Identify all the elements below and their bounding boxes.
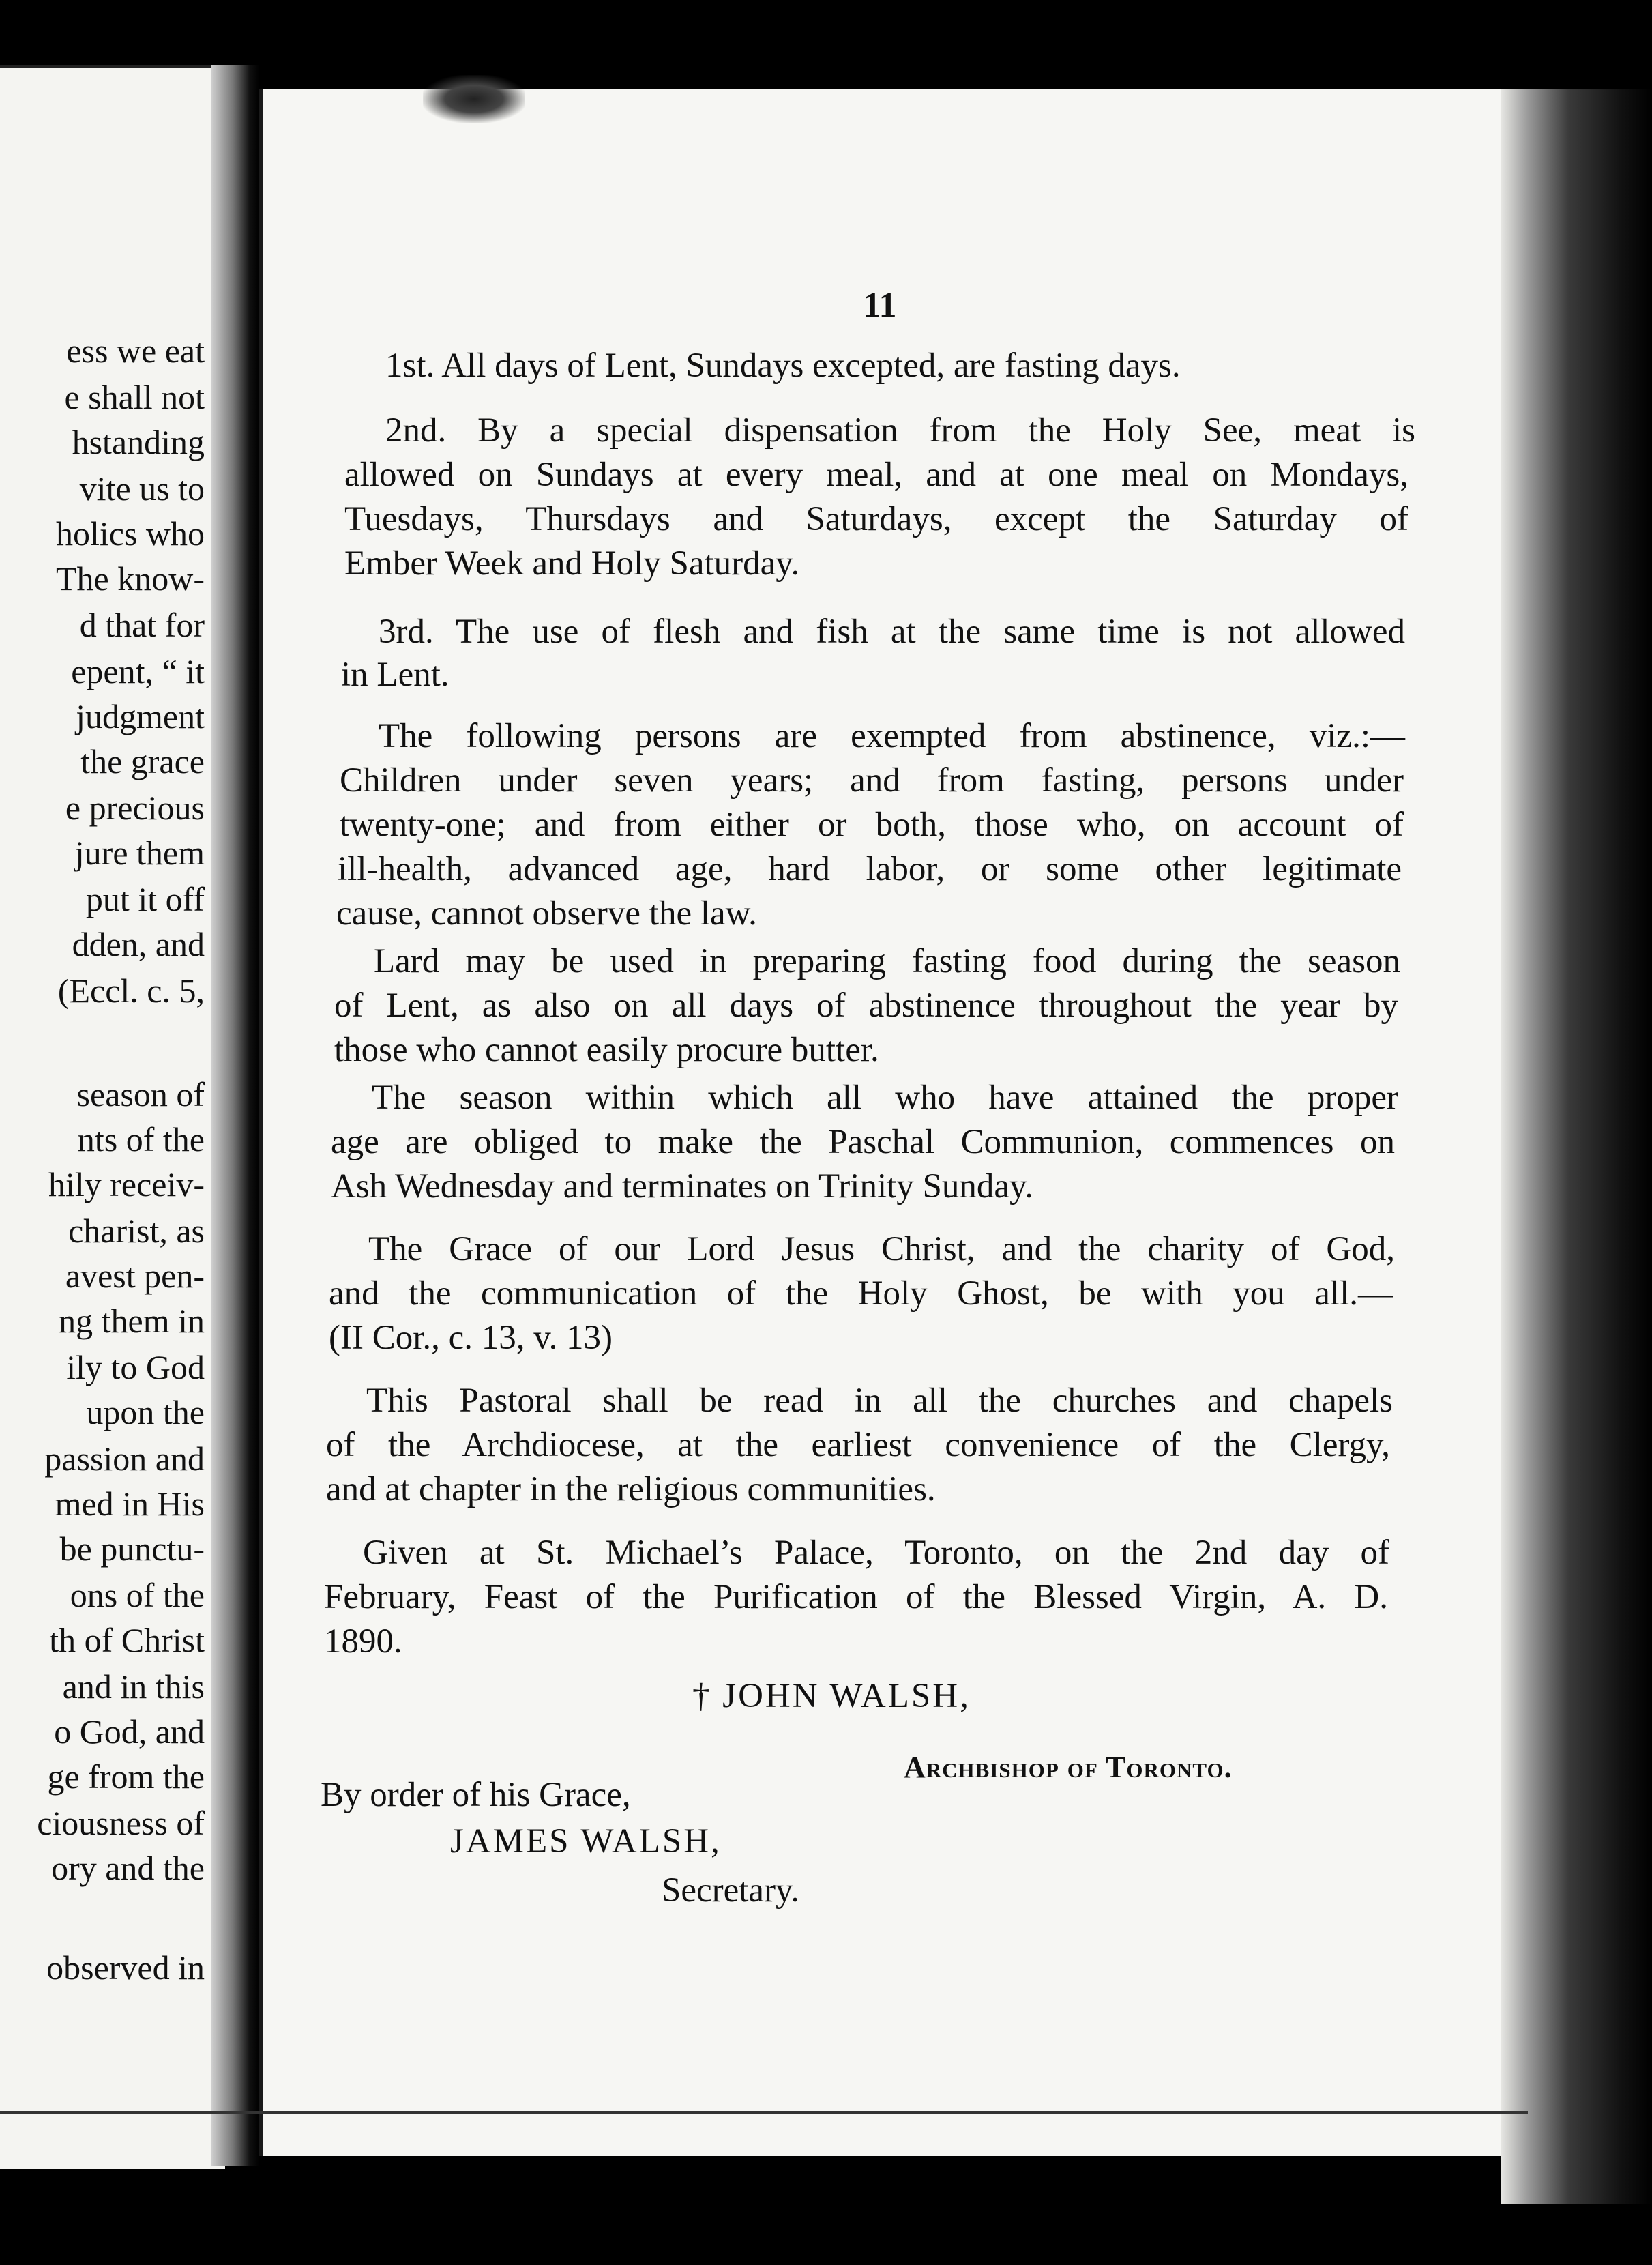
- paragraph-1-line: 1st. All days of Lent, Sundays excepted, are fasting days.: [385, 347, 1181, 385]
- left-page-line: epent, “ it: [71, 652, 205, 690]
- paragraph-9-line: February, Feast of the Purification of the Blessed Virgin, A. D.: [324, 1578, 1388, 1616]
- paragraph-5-line: Lard may be used in preparing fasting food during the season: [374, 942, 1400, 980]
- paragraph-7-line: (II Cor., c. 13, v. 13): [329, 1319, 613, 1357]
- left-page-line: observed in: [46, 1948, 205, 1987]
- paragraph-8-line: This Pastoral shall be read in all the churches and chapels: [366, 1382, 1393, 1420]
- secretary-role: Secretary.: [662, 1871, 799, 1910]
- left-page-line: put it off: [85, 880, 205, 918]
- left-page-line: judgment: [76, 697, 205, 735]
- left-page-line: ng them in: [59, 1302, 205, 1340]
- signatory-name: † JOHN WALSH,: [692, 1677, 971, 1715]
- left-page-line: be punctu-: [59, 1530, 205, 1568]
- book-gutter: [211, 65, 259, 2166]
- paragraph-8-line: and at chapter in the religious communities.: [326, 1470, 936, 1508]
- paragraph-3-line: 3rd. The use of flesh and fish at the same time is not allowed: [379, 613, 1405, 651]
- left-page-line: ons of the: [70, 1576, 205, 1614]
- left-page-line: th of Christ: [49, 1621, 205, 1659]
- paragraph-7-line: and the communication of the Holy Ghost, be with you all.—: [329, 1274, 1393, 1313]
- paragraph-3-line: in Lent.: [341, 656, 449, 694]
- paragraph-4-line: twenty-one; and from either or both, those who, on account of: [340, 806, 1404, 844]
- left-page-line: The know-: [56, 559, 205, 598]
- left-page-line: o God, and: [54, 1712, 205, 1751]
- left-page-line: charist, as: [68, 1212, 205, 1250]
- left-page-line: med in His: [55, 1485, 205, 1523]
- paragraph-5-line: those who cannot easily procure butter.: [334, 1031, 879, 1069]
- paragraph-4-line: Children under seven years; and from fasting, persons under: [340, 761, 1404, 800]
- left-page-line: nts of the: [77, 1120, 205, 1158]
- left-page-line: ge from the: [47, 1757, 205, 1796]
- paragraph-8-line: of the Archdiocese, at the earliest convenience of the Clergy,: [326, 1426, 1390, 1464]
- left-page-line: holics who: [55, 514, 205, 553]
- left-page-line: the grace: [80, 742, 205, 780]
- left-page-line: season of: [76, 1075, 205, 1113]
- left-page-line: dden, and: [72, 925, 205, 963]
- page-bottom-edge: [0, 2111, 1528, 2114]
- left-page-line: e precious: [65, 789, 205, 827]
- left-page-line: d that for: [79, 606, 205, 644]
- paragraph-9-line: 1890.: [324, 1622, 402, 1661]
- left-page-line: ess we eat: [66, 332, 205, 370]
- page-edge-shadow: [1501, 89, 1652, 2204]
- paragraph-4-line: The following persons are exempted from abstinence, viz.:—: [379, 717, 1405, 755]
- left-page-line: upon the: [86, 1393, 205, 1431]
- left-page-line: ory and the: [51, 1849, 205, 1887]
- paragraph-5-line: of Lent, as also on all days of abstinence throughout the year by: [334, 987, 1398, 1025]
- paragraph-2-line: Ember Week and Holy Saturday.: [344, 544, 800, 583]
- left-page-line: ily to God: [66, 1348, 205, 1386]
- left-page-line: ciousness of: [37, 1804, 205, 1842]
- paragraph-2-line: allowed on Sundays at every meal, and at one meal on Mondays,: [344, 456, 1408, 494]
- ink-blot: [423, 75, 525, 123]
- left-page-line: jure them: [74, 834, 205, 872]
- paragraph-6-line: age are obliged to make the Paschal Communion, commences on: [331, 1123, 1395, 1161]
- paragraph-2-line: Tuesdays, Thursdays and Saturdays, except the Saturday of: [344, 500, 1408, 538]
- left-page-line: and in this: [62, 1667, 205, 1706]
- left-page-line: passion and: [44, 1440, 205, 1478]
- order-line: By order of his Grace,: [321, 1776, 631, 1814]
- previous-page-fragment: [0, 65, 225, 2169]
- paragraph-9-line: Given at St. Michael’s Palace, Toronto, on the 2nd day of: [363, 1534, 1389, 1572]
- left-page-line: hily receiv-: [48, 1165, 205, 1203]
- left-page-line: hstanding: [72, 423, 205, 461]
- paragraph-6-line: The season within which all who have attained the proper: [372, 1079, 1398, 1117]
- paragraph-7-line: The Grace of our Lord Jesus Christ, and the charity of God,: [368, 1230, 1395, 1268]
- left-page-line: avest pen-: [65, 1257, 205, 1295]
- left-page-line: e shall not: [64, 378, 205, 416]
- paragraph-4-line: ill-health, advanced age, hard labor, or some other legitimate: [338, 850, 1402, 888]
- paragraph-2-line: 2nd. By a special dispensation from the Holy See, meat is: [385, 411, 1415, 450]
- secretary-name: JAMES WALSH,: [450, 1822, 722, 1860]
- left-page-line: vite us to: [79, 469, 205, 508]
- signatory-title: Archbishop of Toronto.: [904, 1751, 1233, 1784]
- paragraph-6-line: Ash Wednesday and terminates on Trinity Sunday.: [331, 1167, 1033, 1205]
- paragraph-4-line: cause, cannot observe the law.: [336, 894, 757, 933]
- left-page-line: (Eccl. c. 5,: [57, 971, 205, 1010]
- page-number: 11: [863, 286, 897, 325]
